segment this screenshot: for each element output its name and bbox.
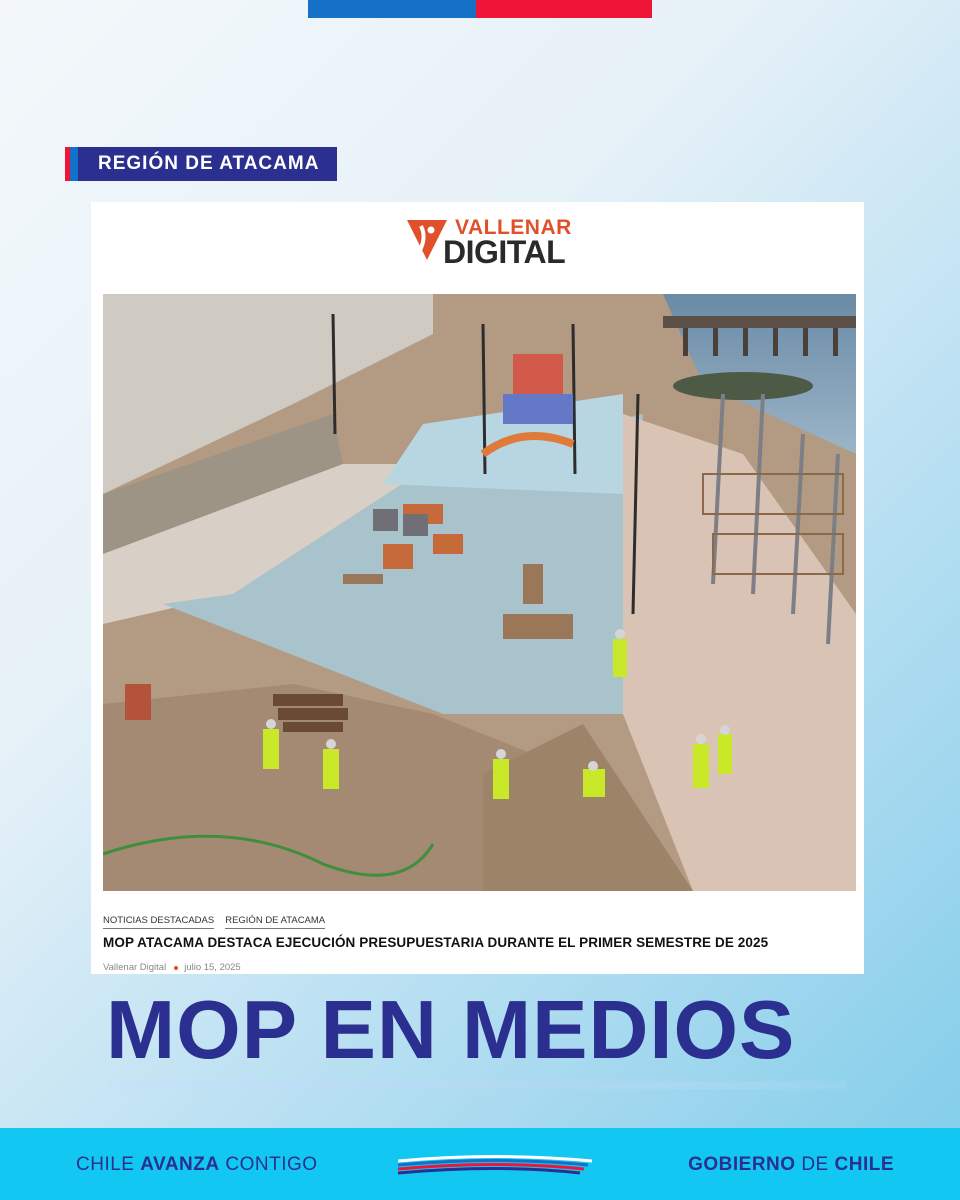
flag-wave-icon: [398, 1152, 592, 1178]
footer-de: DE: [795, 1154, 835, 1175]
footer-gobierno: GOBIERNO: [688, 1154, 796, 1175]
byline-dot-icon: [174, 966, 178, 970]
article-card[interactable]: [91, 202, 864, 974]
footer-bar: [0, 1128, 960, 1200]
flag-top-bar: [308, 0, 652, 18]
article-date: julio 15, 2025: [184, 962, 241, 973]
footer-slogan-suffix: CONTIGO: [219, 1154, 318, 1175]
flag-red-segment: [476, 0, 652, 18]
tag-noticias-destacadas[interactable]: NOTICIAS DESTACADAS: [103, 915, 214, 929]
region-tag: [65, 147, 337, 181]
article-tags: [103, 915, 325, 929]
region-tag-blue-stripe: [70, 147, 78, 181]
footer-government: [688, 1154, 894, 1176]
vallenar-digital-logo: [405, 216, 572, 270]
logo-text-bottom: DIGITAL: [443, 234, 566, 270]
footer-slogan-bold: AVANZA: [140, 1154, 220, 1175]
construction-site-photo: [103, 294, 856, 891]
article-author[interactable]: Vallenar Digital: [103, 962, 167, 973]
page-title: MOP EN MEDIOS: [106, 983, 796, 1076]
flag-blue-segment: [308, 0, 476, 18]
tag-region-de-atacama[interactable]: REGIÓN DE ATACAMA: [225, 915, 325, 929]
footer-chile: CHILE: [834, 1154, 894, 1175]
footer-slogan-prefix: CHILE: [76, 1154, 141, 1175]
logo-text-top: VALLENAR: [455, 216, 572, 239]
footer-slogan: [76, 1154, 318, 1176]
article-byline: [103, 962, 241, 973]
article-headline[interactable]: MOP ATACAMA DESTACA EJECUCIÓN PRESUPUESTARIA DURANTE EL PRIMER SEMESTRE DE 2025: [103, 935, 769, 950]
region-tag-label: REGIÓN DE ATACAMA: [78, 147, 337, 181]
title-underline: [107, 1081, 847, 1089]
